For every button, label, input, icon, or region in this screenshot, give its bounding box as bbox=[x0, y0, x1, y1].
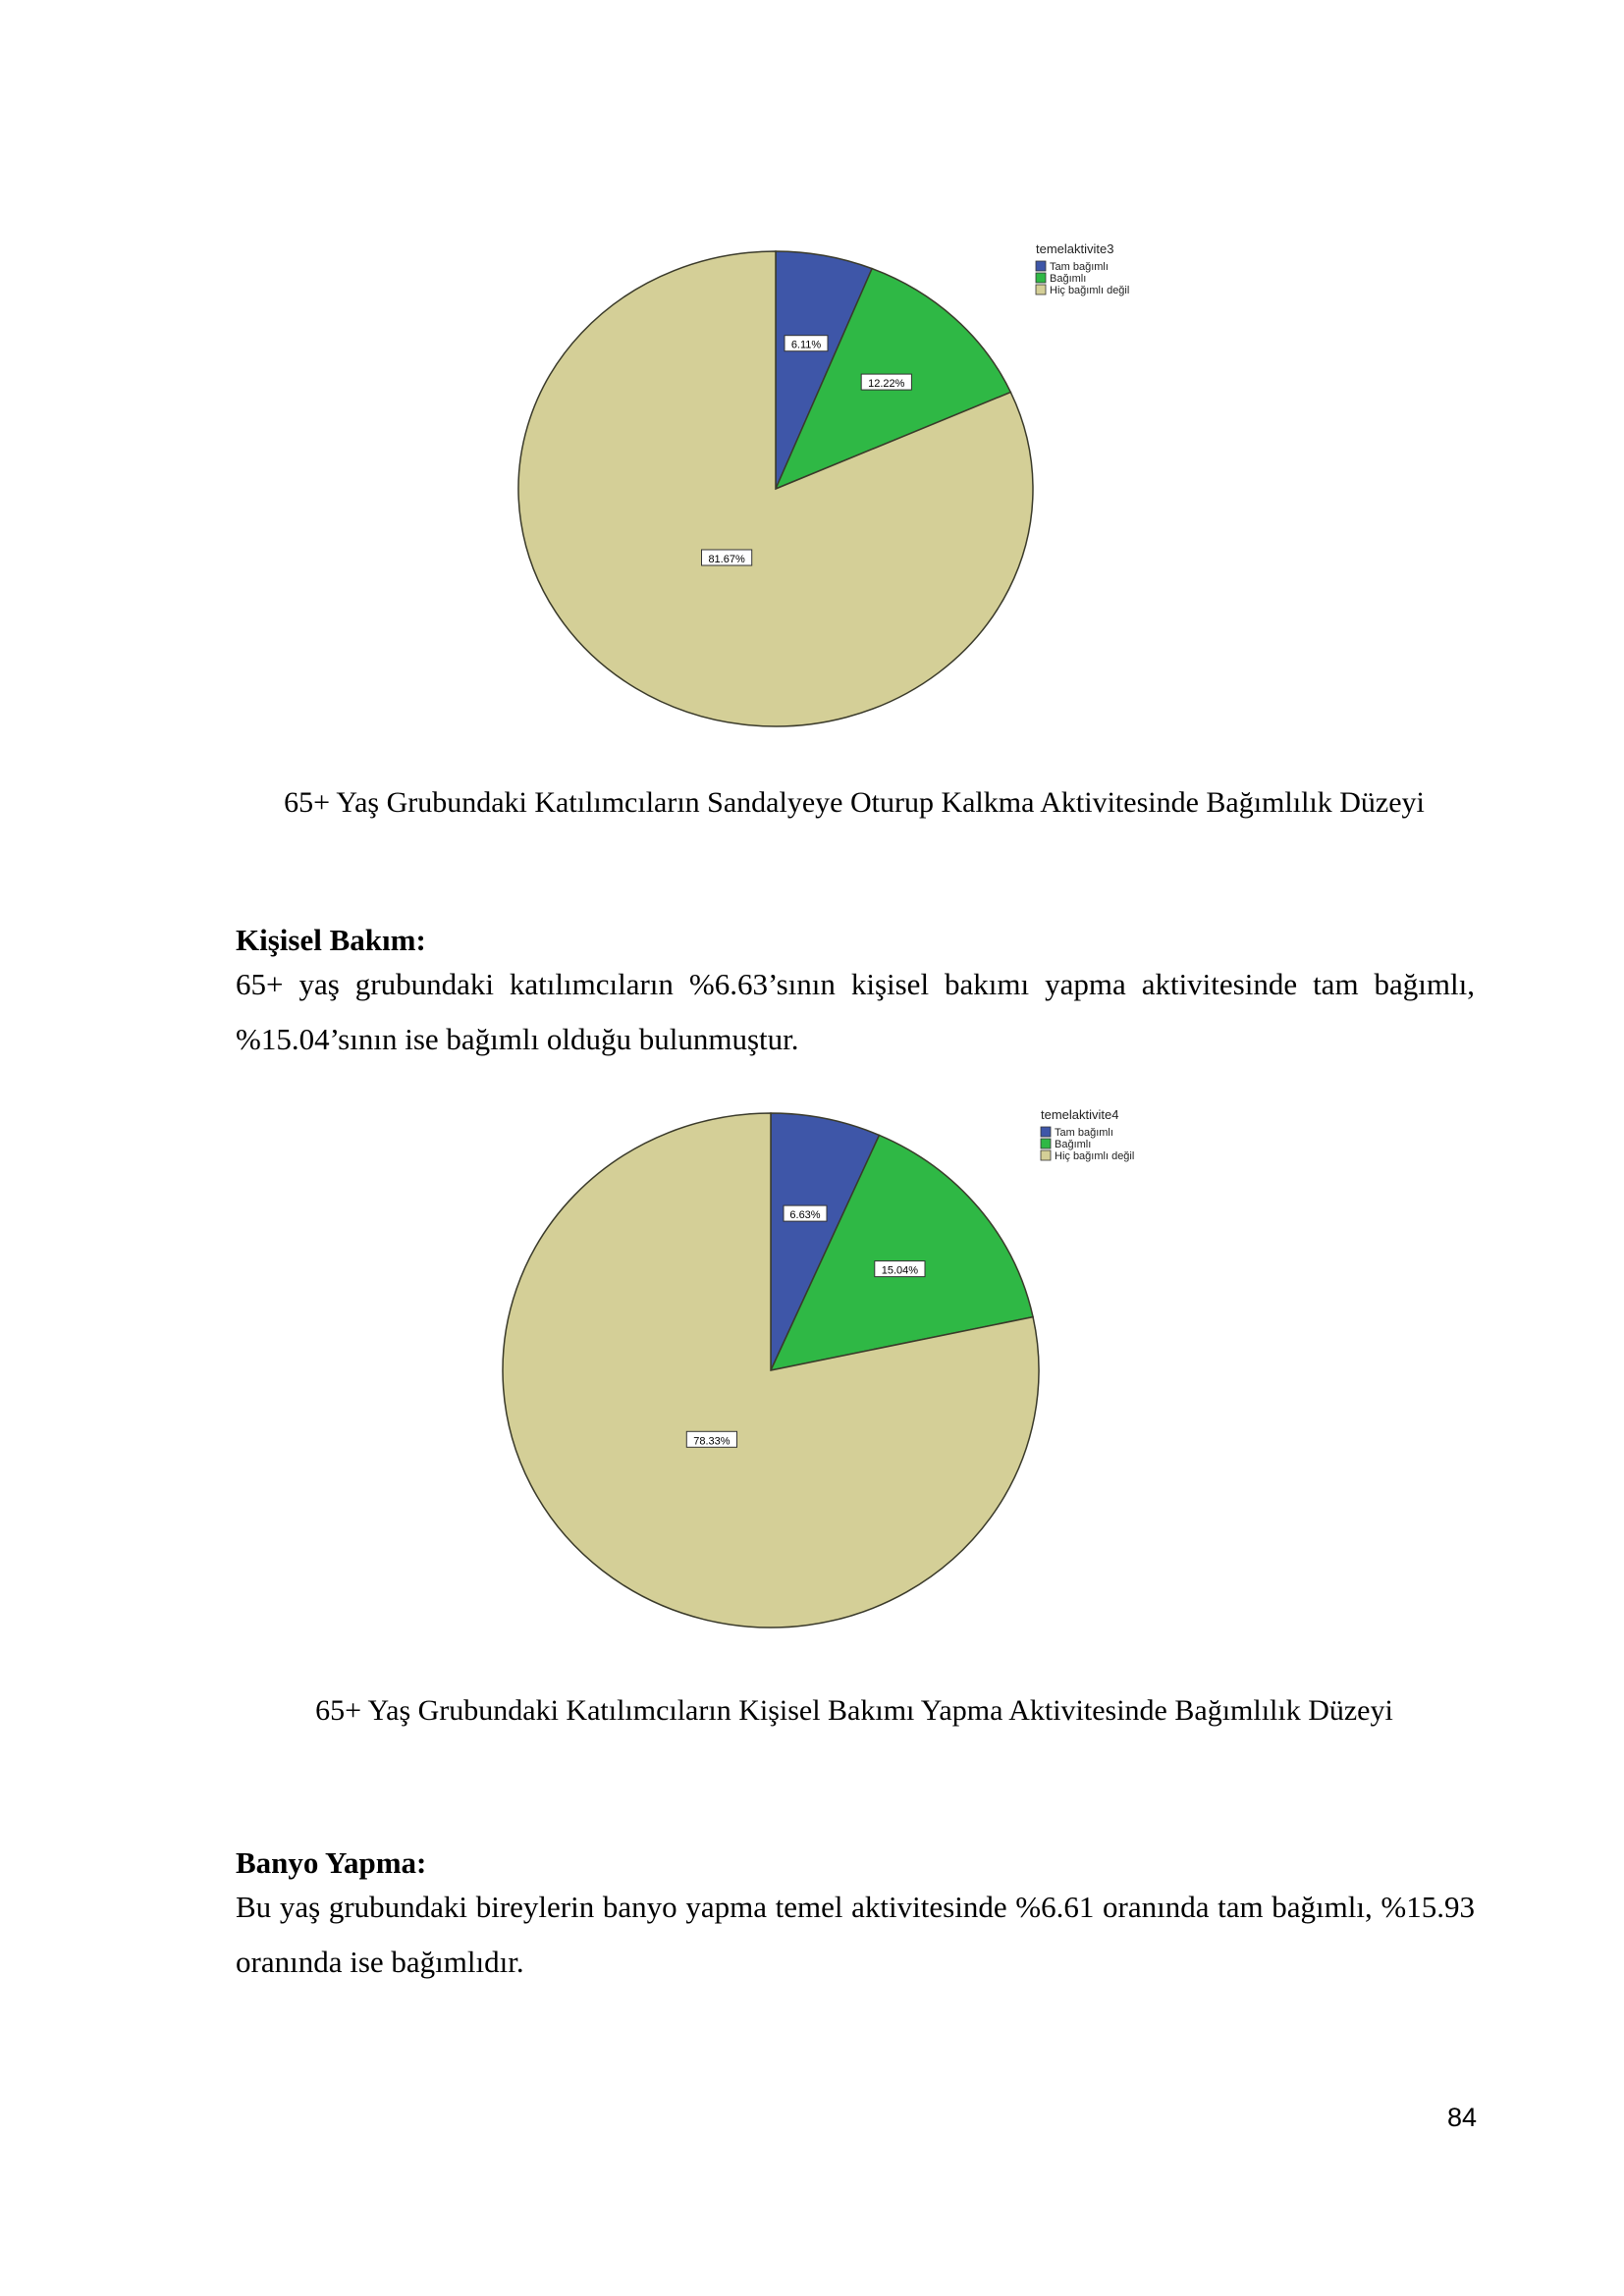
svg-text:6.11%: 6.11% bbox=[790, 339, 822, 351]
legend-label: Hiç bağımlı değil bbox=[1050, 285, 1130, 296]
svg-text:12.22%: 12.22% bbox=[868, 378, 905, 391]
legend-swatch bbox=[1041, 1139, 1051, 1148]
legend-label: Bağımlı bbox=[1050, 273, 1087, 285]
legend-swatch bbox=[1041, 1127, 1051, 1137]
legend-item-3 bbox=[1036, 285, 1129, 296]
pie-value-label-2 bbox=[861, 374, 911, 390]
pie-value-label-1 bbox=[784, 1205, 827, 1221]
legend-item-1 bbox=[1041, 1127, 1113, 1139]
svg-text:6.63%: 6.63% bbox=[789, 1209, 821, 1222]
chart-2-caption: 65+ Yaş Grubundaki Katılımcıların Kişisel Bakımı Yapma Aktivitesinde Bağımlılık Düzeyi bbox=[315, 1694, 1393, 1727]
pie-value-label-3 bbox=[686, 1431, 736, 1447]
legend-title: temelaktivite4 bbox=[1041, 1107, 1119, 1122]
section-body-kisisel-bakim: 65+ yaş grubundaki katılımcıların %6.63’sının kişisel bakımı yapma aktivitesinde tam bağımlı, %15.04’sının ise bağımlı olduğu bulunmuştur. bbox=[236, 967, 1475, 1056]
legend-item-2 bbox=[1041, 1139, 1091, 1150]
chart-legend bbox=[1041, 1107, 1134, 1162]
section-body-banyo-yapma: Bu yaş grubundaki bireylerin banyo yapma temel aktivitesinde %6.61 oranında tam bağımlı, %15.93 oranında ise bağımlıdır. bbox=[236, 1890, 1475, 1979]
legend-label: Tam bağımlı bbox=[1050, 261, 1109, 273]
pie-value-label-3 bbox=[702, 550, 752, 565]
pie-value-label-1 bbox=[785, 336, 828, 351]
legend-title: temelaktivite3 bbox=[1036, 241, 1114, 256]
legend-item-1 bbox=[1036, 261, 1109, 273]
legend-label: Tam bağımlı bbox=[1055, 1127, 1113, 1139]
svg-text:81.67%: 81.67% bbox=[708, 554, 745, 565]
pie-value-label-2 bbox=[875, 1261, 925, 1277]
legend-swatch bbox=[1036, 285, 1046, 294]
legend-swatch bbox=[1041, 1150, 1051, 1160]
chart-legend bbox=[1036, 241, 1129, 296]
section-heading-kisisel-bakim: Kişisel Bakım: bbox=[236, 923, 426, 957]
svg-text:15.04%: 15.04% bbox=[881, 1264, 919, 1277]
page-number: 84 bbox=[1447, 2103, 1478, 2132]
legend-item-2 bbox=[1036, 273, 1086, 285]
section-heading-banyo-yapma: Banyo Yapma: bbox=[236, 1845, 427, 1880]
legend-item-3 bbox=[1041, 1150, 1134, 1162]
legend-label: Bağımlı bbox=[1055, 1139, 1092, 1150]
pie-chart-temelaktivite4 bbox=[481, 1099, 1188, 1649]
svg-text:78.33%: 78.33% bbox=[693, 1435, 731, 1448]
chart-1-caption: 65+ Yaş Grubundaki Katılımcıların Sandalyeye Oturup Kalkma Aktivitesinde Bağımlılık Düzeyi bbox=[284, 786, 1425, 819]
legend-label: Hiç bağımlı değil bbox=[1055, 1150, 1135, 1162]
pie-chart-temelaktivite3 bbox=[491, 236, 1178, 746]
legend-swatch bbox=[1036, 261, 1046, 271]
legend-swatch bbox=[1036, 273, 1046, 283]
